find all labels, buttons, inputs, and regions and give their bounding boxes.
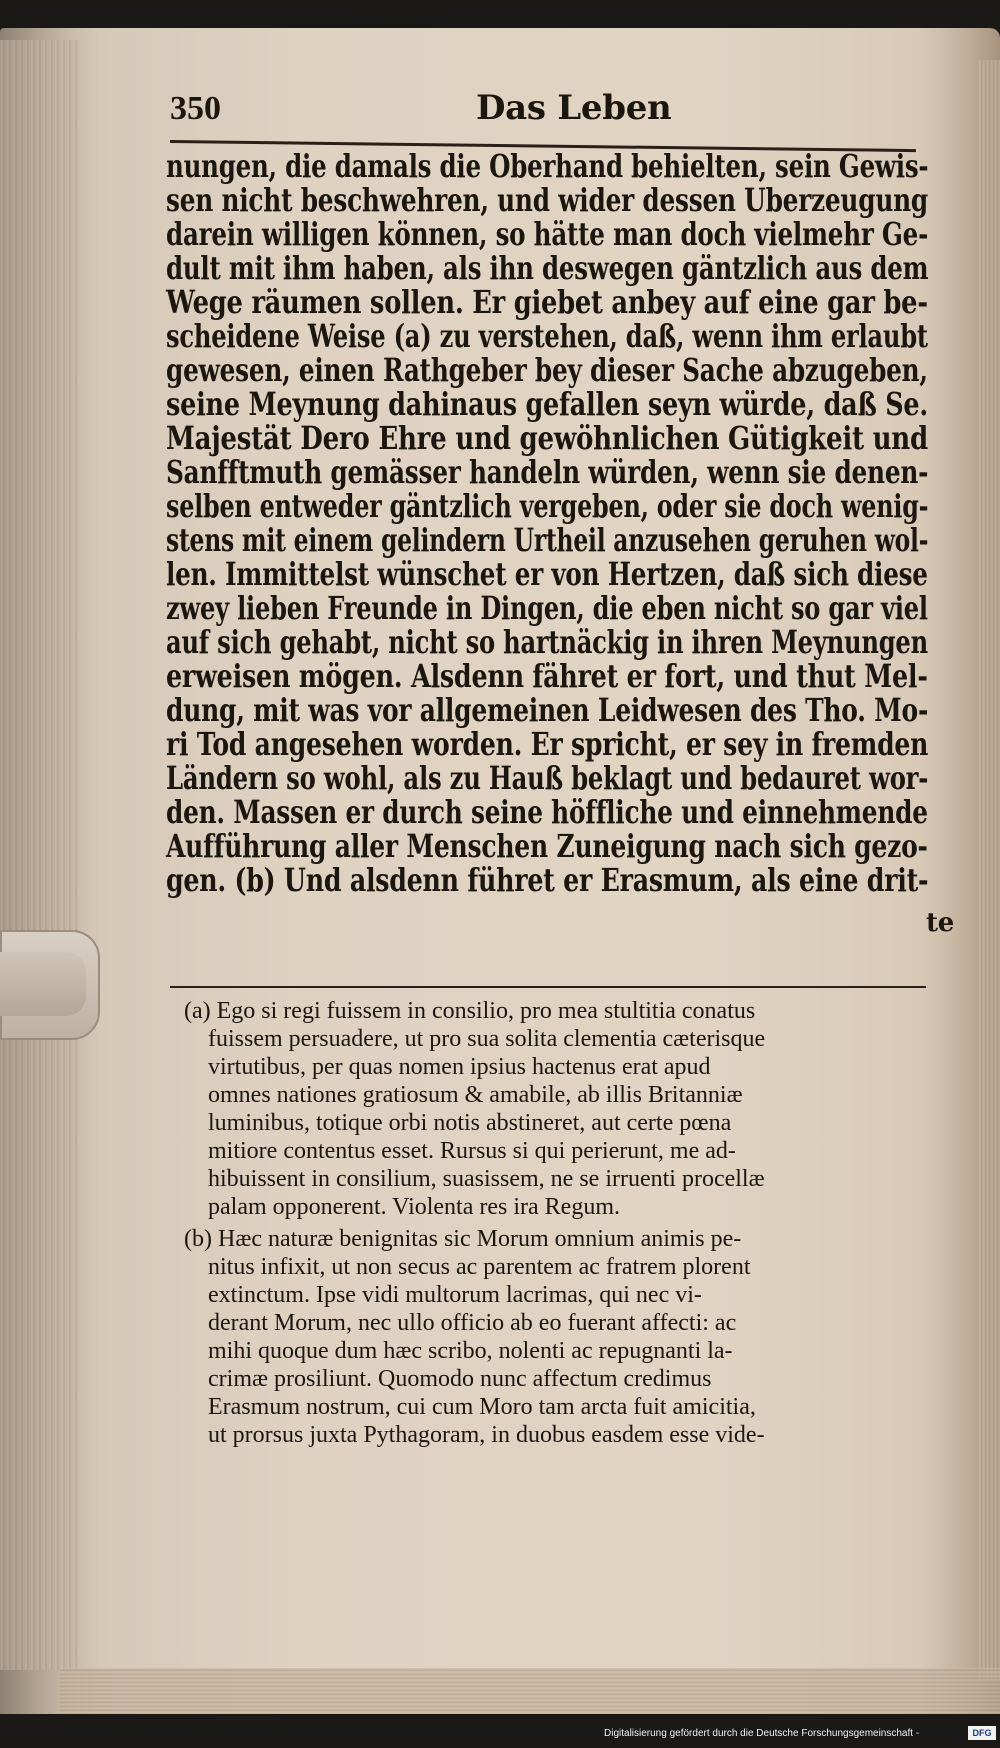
body-line: Majestät Dero Ehre und gewöhnlichen Gütigkeit und (166, 420, 928, 457)
footnote-line: (b) Hæc naturæ benignitas sic Morum omnium animis pe- (184, 1226, 742, 1252)
body-line: Ländern so wohl, als zu Hauß beklagt und bedauret wor- (166, 760, 929, 797)
footnote-line: luminibus, totique orbi notis abstineret, aut certe pœna (208, 1110, 732, 1136)
footnote-rule (170, 986, 926, 988)
body-line: nungen, die damals die Oberhand behielten, sein Gewis- (166, 148, 929, 185)
footnote-line: omnes nationes gratiosum & amabile, ab illis Britanniæ (208, 1082, 743, 1108)
footnote-line: virtutibus, per quas nomen ipsius hactenus erat apud (208, 1054, 711, 1080)
page-number: 350 (170, 90, 221, 127)
page-edges-right (978, 60, 1000, 1680)
footnote-line: crimæ prosiliunt. Quomodo nunc affectum credimus (208, 1366, 712, 1392)
body-line: auf sich gehabt, nicht so hartnäckig in ihren Meynungen (166, 624, 928, 661)
footnote-line: ut prorsus juxta Pythagoram, in duobus easdem esse vide- (208, 1422, 765, 1448)
body-line: dung, mit was vor allgemeinen Leidwesen des Tho. Mo- (166, 692, 929, 729)
page-content (78, 40, 980, 1668)
body-line: den. Massen er durch seine höffliche und einnehmende (166, 794, 928, 831)
body-line: Sanfftmuth gemässer handeln würden, wenn sie denen- (166, 454, 929, 491)
body-line: selben entweder gäntzlich vergeben, oder sie doch wenig- (166, 488, 929, 525)
body-line: sen nicht beschwehren, und wider dessen Uberzeugung (166, 182, 929, 219)
footnote-line: fuissem persuadere, ut pro sua solita clementia cæterisque (208, 1026, 766, 1052)
catchword: te (926, 908, 954, 938)
footnote-line: (a) Ego si regi fuissem in consilio, pro mea stultitia conatus (184, 998, 756, 1024)
body-line: gewesen, einen Rathgeber bey dieser Sache abzugeben, (166, 352, 928, 389)
body-line: ri Tod angesehen worden. Er spricht, er sey in fremden (166, 726, 929, 763)
footnote-line: palam opponerent. Violenta res ira Regum. (208, 1194, 620, 1220)
page-edges-left (0, 40, 78, 1670)
footnote-line: mitiore contentus esset. Rursus si qui perierunt, me ad- (208, 1138, 736, 1164)
page-edges-bottom (60, 1668, 1000, 1714)
body-line: erweisen mögen. Alsdenn fähret er fort, und thut Mel- (166, 658, 928, 695)
running-head: Das Leben (476, 88, 672, 128)
body-line: dult mit ihm haben, als ihn deswegen gäntzlich aus dem (166, 250, 929, 287)
footnote-line: hibuissent in consilium, suasissem, ne se irruenti procellæ (208, 1166, 765, 1192)
footnote-line: extinctum. Ipse vidi multorum lacrimas, qui nec vi- (208, 1282, 702, 1308)
body-line: len. Immittelst wünschet er von Hertzen, daß sich diese (166, 556, 928, 593)
digitization-credit: Digitalisierung gefördert durch die Deutsche Forschungsgemeinschaft - (604, 1728, 920, 1739)
body-line: Wege räumen sollen. Er giebet anbey auf eine gar be- (166, 284, 928, 321)
footnote-line: Erasmum nostrum, cui cum Moro tam arcta fuit amicitia, (208, 1394, 756, 1420)
footnote-line: derant Morum, nec ullo officio ab eo fuerant affecti: ac (208, 1310, 737, 1336)
footnote-line: nitus infixit, ut non secus ac parentem ac fratrem plorent (208, 1254, 751, 1280)
dfg-logo: DFG (968, 1726, 996, 1740)
body-line: stens mit einem gelindern Urtheil anzusehen geruhen wol- (166, 522, 929, 559)
body-line: darein willigen können, so hätte man doch vielmehr Ge- (166, 216, 929, 253)
book-clip-inner (0, 952, 86, 1016)
footnote-line: mihi quoque dum hæc scribo, nolenti ac repugnanti la- (208, 1338, 733, 1364)
body-line: seine Meynung dahinaus gefallen seyn würde, daß Se. (166, 386, 929, 423)
body-line: scheidene Weise (a) zu verstehen, daß, wenn ihm erlaubt (166, 318, 928, 355)
body-line: zwey lieben Freunde in Dingen, die eben nicht so gar viel (166, 590, 928, 627)
body-line: Aufführung aller Menschen Zuneigung nach sich gezo- (166, 828, 928, 865)
body-line: gen. (b) Und alsdenn führet er Erasmum, als eine drit- (166, 862, 929, 899)
